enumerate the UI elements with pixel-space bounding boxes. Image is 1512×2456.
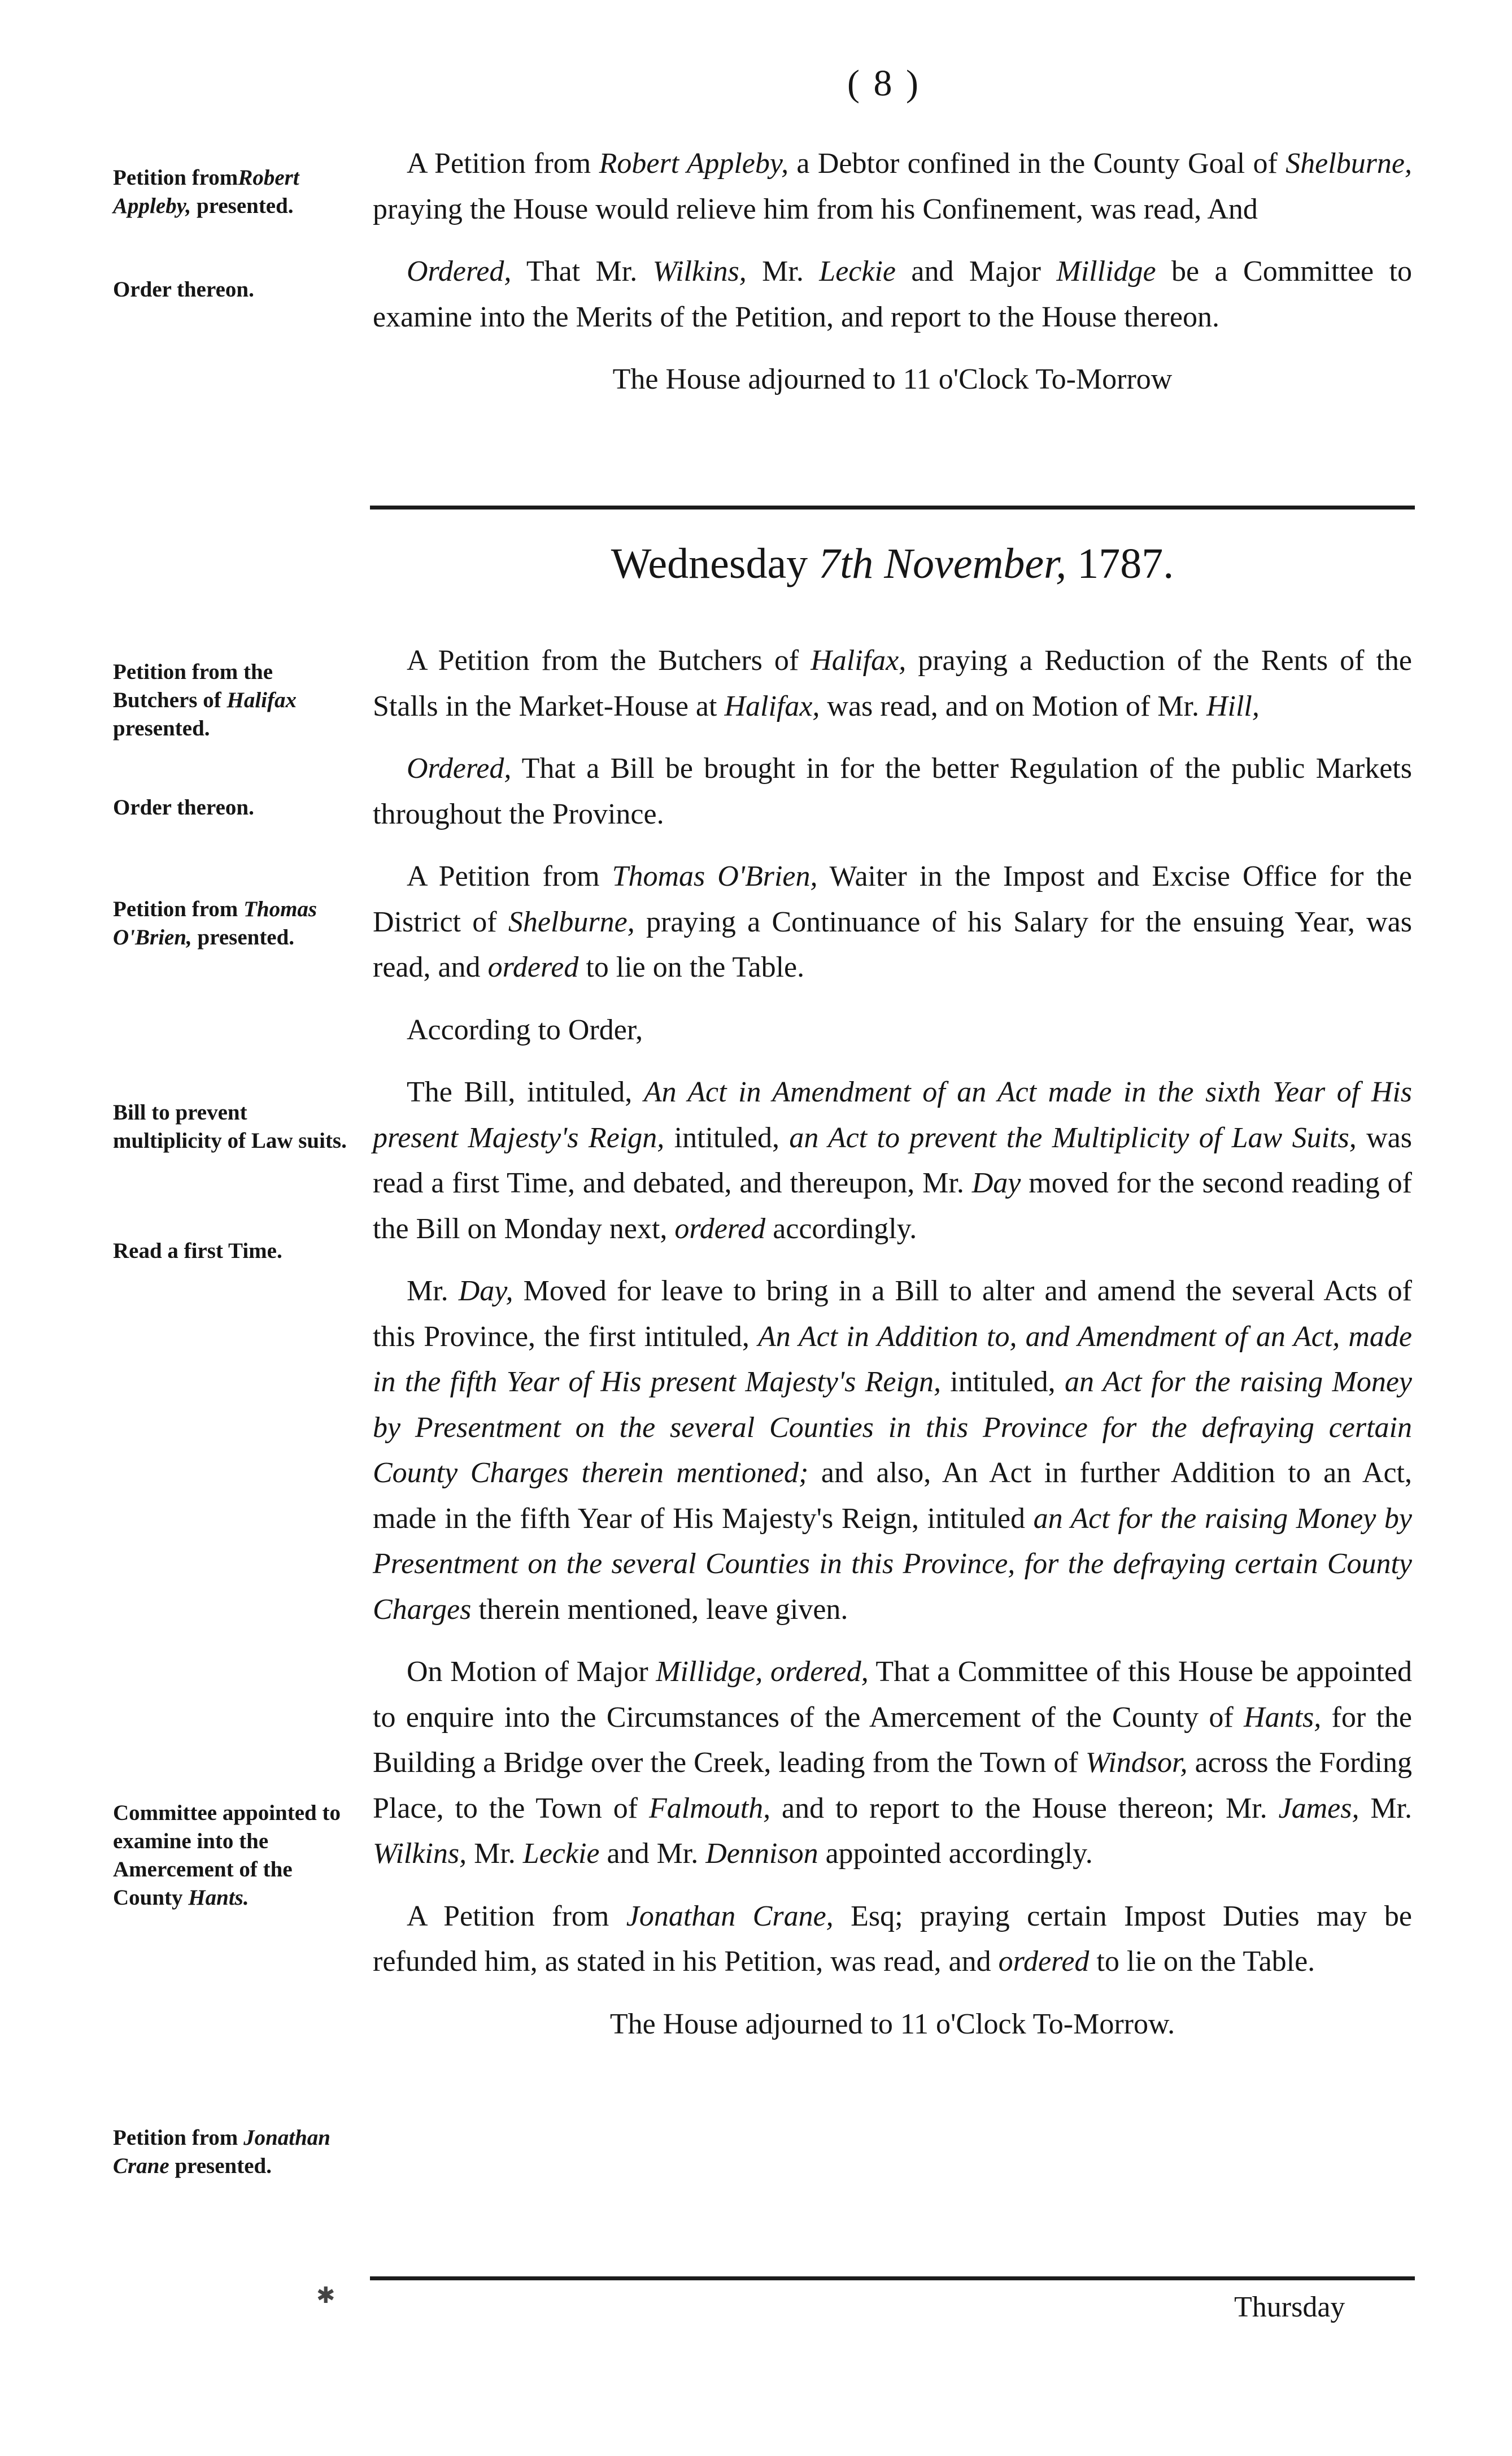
adjournment-line: The House adjourned to 11 o'Clock To-Morrow. (609, 2008, 1175, 2040)
adjournment-line: The House adjourned to 11 o'Clock To-Morrow (612, 363, 1173, 395)
margin-note-order-thereon: Order thereon. (113, 795, 254, 820)
paragraph-hants-committee: On Motion of Major Millidge, ordered, That a Committee of this House be appointed to enquire into the Circumstances of the Amercement of the County of Hants, for the Building a Bridge over the Creek, leading from the Town of Windsor, across the Fording Place, to the Town of Falmouth, and to report to the House thereon; Mr. James, Mr. Wilkins, Mr. Leckie and Mr. Dennison appointed accordingly. (373, 1656, 1413, 1870)
paragraph-appleby-order: Ordered, That Mr. Wilkins, Mr. Leckie and Major Millidge be a Committee to examine into the Merits of the Petition, and report to the House thereon. (373, 255, 1412, 333)
ink-speck-ornament: ✱ (316, 2283, 335, 2308)
margin-note-crane-petition: Petition from Jonathan Crane presented. (113, 2126, 330, 2178)
paragraph-markets-order: Ordered, That a Bill be brought in for the better Regulation of the public Markets throughout the Province. (373, 752, 1412, 830)
margin-note-obrien-petition: Petition from Thomas O'Brien, presented. (113, 897, 317, 950)
bottom-rule (370, 2276, 1415, 2280)
date-heading: Wednesday 7th November, 1787. (611, 540, 1174, 587)
paragraph-appleby-petition: A Petition from Robert Appleby, a Debtor confined in the County Goal of Shelburne, praying the House would relieve him from his Confinement, was read, And (373, 147, 1413, 225)
paragraph-crane-petition: A Petition from Jonathan Crane, Esq; praying certain Impost Duties may be refunded him, as stated in his Petition, was read, and ordered to lie on the Table. (373, 1900, 1413, 1978)
paragraph-law-suits-bill: The Bill, intituled, An Act in Amendment of an Act made in the sixth Year of His present Majesty's Reign, intituled, an Act to prevent the Multiplicity of Law Suits, was read a first Time, and debated, and thereupon, Mr. Day moved for the second reading of the Bill on Monday next, ordered accordingly. (373, 1076, 1412, 1245)
margin-note-butchers-petition: Petition from the Butchers of Halifax presented. (113, 660, 297, 741)
paragraph-according-to-order: According to Order, (407, 1013, 643, 1046)
margin-note-order-thereon: Order thereon. (113, 277, 254, 302)
section-wednesday (373, 638, 1412, 2064)
margin-note-hants-committee: Committee appointed to examine into the Amercement of the County Hants. (113, 1801, 341, 1910)
page-number: ( 8 ) (847, 63, 921, 104)
paragraph-day-motion: Mr. Day, Moved for leave to bring in a Bill to alter and amend the several Acts of this Province, the first intituled, An Act in Addition to, and Amendment of an Act, made in the fifth Year of His present Majesty's Reign, intituled, an Act for the raising Money by Presentment on the several Counties in this Province for the defraying certain County Charges therein mentioned; and also, An Act in further Addition to an Act, made in the fifth Year of His Majesty's Reign, intituled an Act for the raising Money by Presentment on the several Counties in this Province, for the defraying certain County Charges therein mentioned, leave given. (373, 1275, 1412, 1626)
paragraph-butchers-petition: A Petition from the Butchers of Halifax, praying a Reduction of the Rents of the Stalls in the Market-House at Halifax, was read, and on Motion of Mr. Hill, (373, 645, 1412, 722)
catchword: Thursday (1234, 2291, 1345, 2323)
section-divider-rule (370, 506, 1415, 510)
section-appleby (373, 141, 1412, 420)
paragraph-obrien-petition: A Petition from Thomas O'Brien, Waiter in the Impost and Excise Office for the District of Shelburne, praying a Continuance of his Salary for the ensuing Year, was read, and ordered to lie on the Table. (373, 860, 1412, 983)
margin-note-law-suits-bill: Bill to prevent multiplicity of Law suits. (113, 1100, 347, 1153)
margin-note-appleby-petition: Petition fromRobert Appleby, presented. (113, 166, 299, 218)
margin-note-read-first-time: Read a first Time. (113, 1239, 282, 1263)
